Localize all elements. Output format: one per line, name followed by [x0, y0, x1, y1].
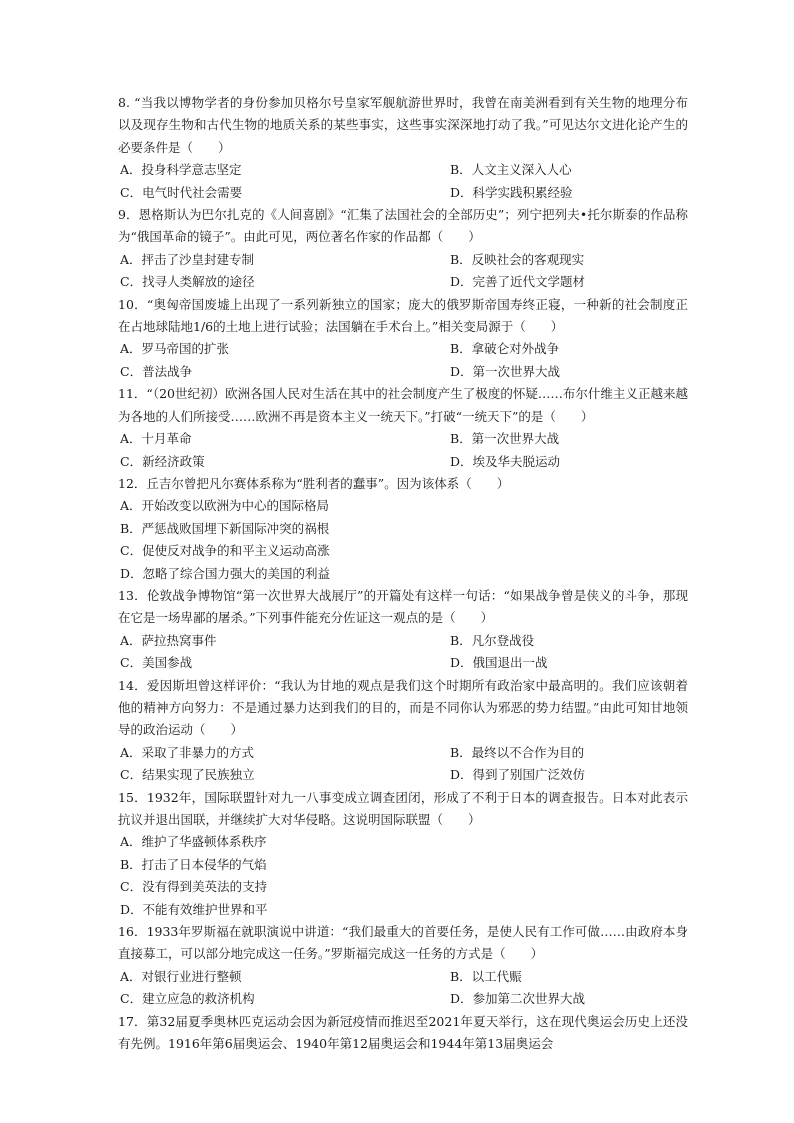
question-stem: 8. “当我以博物学者的身份参加贝格尔号皇家军舰航游世界时，我曾在南美洲看到有关生物的地理分布以及现存生物和古代生物的地质关系的某些事实，这些事实深深地打动了我。”可见达尔文进化论产生的必要条件是（ ） [118, 95, 688, 155]
question-11 [118, 383, 688, 473]
question-stem: 12．丘吉尔曾把凡尔赛体系称为“胜利者的蠢事”。因为该体系（ ） [118, 475, 510, 491]
option-a: A．抨击了沙皇封建专制 [120, 251, 255, 267]
options [118, 630, 688, 675]
option-d: D．俄国退出一战 [450, 655, 548, 671]
option-a: A．萨拉热窝事件 [120, 632, 217, 648]
question-12 [118, 473, 688, 585]
question-stem: 14．爱因斯坦曾这样评价：“我认为甘地的观点是我们这个时期所有政治家中最高明的。我们应该朝着他的精神方向努力：不是通过暴力达到我们的目的，而是不同你认为邪恶的势力结盟。”由此可知甘地领导的政治运动（ ） [118, 677, 688, 738]
option-b: B．反映社会的客观现实 [450, 251, 585, 267]
option-c: C．美国参战 [120, 655, 193, 671]
option-b: B．打击了日本侵华的气焰 [120, 856, 267, 872]
options [118, 338, 688, 383]
options [118, 428, 688, 473]
option-d: D．第一次世界大战 [450, 363, 561, 379]
option-d: D．不能有效维护世界和平 [120, 901, 268, 917]
question-14 [118, 675, 688, 787]
options [118, 159, 688, 204]
question-9 [118, 204, 688, 294]
question-stem: 9．恩格斯认为巴尔扎克的《人间喜剧》“汇集了法国社会的全部历史”；列宁把列夫•托尔斯泰的作品称为“俄国革命的镜子”。由此可见，两位著名作家的作品都（ ） [118, 207, 688, 245]
option-c: C．新经济政策 [120, 453, 205, 469]
option-b: B．严惩战败国埋下新国际冲突的祸根 [120, 520, 330, 536]
option-b: B．拿破仑对外战争 [450, 341, 560, 357]
exam-page [118, 92, 688, 1055]
option-a: A．维护了华盛顿体系秩序 [120, 834, 267, 850]
question-10 [118, 294, 688, 384]
option-b: B．人文主义深入人心 [450, 162, 572, 178]
option-b: B．第一次世界大战 [450, 431, 560, 447]
options [118, 966, 688, 1011]
option-c: C．促使反对战争的和平主义运动高涨 [120, 543, 330, 559]
option-c: C．电气时代社会需要 [120, 184, 243, 200]
option-c: C．普法战争 [120, 363, 193, 379]
options [118, 831, 688, 921]
option-b: B．凡尔登战役 [450, 632, 535, 648]
option-d: D．完善了近代文学题材 [450, 274, 586, 290]
option-c: C．建立应急的救济机构 [120, 991, 255, 1007]
question-15 [118, 787, 688, 921]
question-stem: 15．1932年，国际联盟针对九一八事变成立调查团闭，形成了不利于日本的调查报告。日本对此表示抗议并退出国联，并继续扩大对华侵略。这说明国际联盟（ ） [118, 789, 688, 827]
question-13 [118, 585, 688, 675]
option-a: A．开始改变以欧洲为中心的国际格局 [120, 498, 330, 514]
option-d: D．忽略了综合国力强大的美国的利益 [120, 565, 331, 581]
option-b: B．最终以不合作为目的 [450, 744, 585, 760]
question-8 [118, 92, 688, 204]
option-a: A．罗马帝国的扩张 [120, 341, 230, 357]
options [118, 249, 688, 294]
option-d: D．参加第二次世界大战 [450, 991, 586, 1007]
question-17 [118, 1011, 688, 1056]
question-stem: 11．“（20世纪初）欧洲各国人民对生活在其中的社会制度产生了极度的怀疑……布尔什维主义正越来越为各地的人们所接受……欧洲不再是资本主义一统天下。”打破“一统天下”的是（ ） [118, 386, 688, 424]
question-stem: 17．第32届夏季奥林匹克运动会因为新冠疫情而推迟至2021年夏天举行，这在现代奥运会历史上还没有先例。1916年第6届奥运会、1940年第12届奥运会和1944年第13届奥运会 [118, 1013, 688, 1052]
option-d: D．科学实践积累经验 [450, 184, 573, 200]
options [118, 742, 688, 787]
question-stem: 13．伦敦战争博物馆“第一次世界大战展厅”的开篇处有这样一句话：“如果战争曾是侠义的斗争，那现在它是一场卑鄙的屠杀。”下列事件能充分佐证这一观点的是（ ） [118, 587, 688, 626]
option-d: D．得到了别国广泛效仿 [450, 767, 586, 783]
question-16 [118, 921, 688, 1011]
option-c: C．没有得到美英法的支持 [120, 879, 268, 895]
options [118, 495, 688, 585]
option-a: A．采取了非暴力的方式 [120, 744, 255, 760]
option-a: A．投身科学意志坚定 [120, 162, 242, 178]
question-stem: 10．“奥匈帝国废墟上出现了一系列新独立的国家；庞大的俄罗斯帝国寿终正寝，一种新的社会制度正在占地球陆地1/6的土地上进行试验；法国躺在手术台上。”相关变局源于（ ） [118, 296, 688, 335]
option-c: C．找寻人类解放的途径 [120, 274, 255, 290]
option-a: A．对银行业进行整顿 [120, 968, 242, 984]
option-c: C．结果实现了民族独立 [120, 767, 255, 783]
question-stem: 16．1933年罗斯福在就职演说中讲道：“我们最重大的首要任务，是使人民有工作可做……由政府本身直接募工，可以部分地完成这一任务。”罗斯福完成这一任务的方式是（ ） [118, 924, 688, 962]
option-b: B．以工代赈 [450, 968, 522, 984]
option-a: A．十月革命 [120, 431, 192, 447]
option-d: D．埃及华夫脱运动 [450, 453, 561, 469]
